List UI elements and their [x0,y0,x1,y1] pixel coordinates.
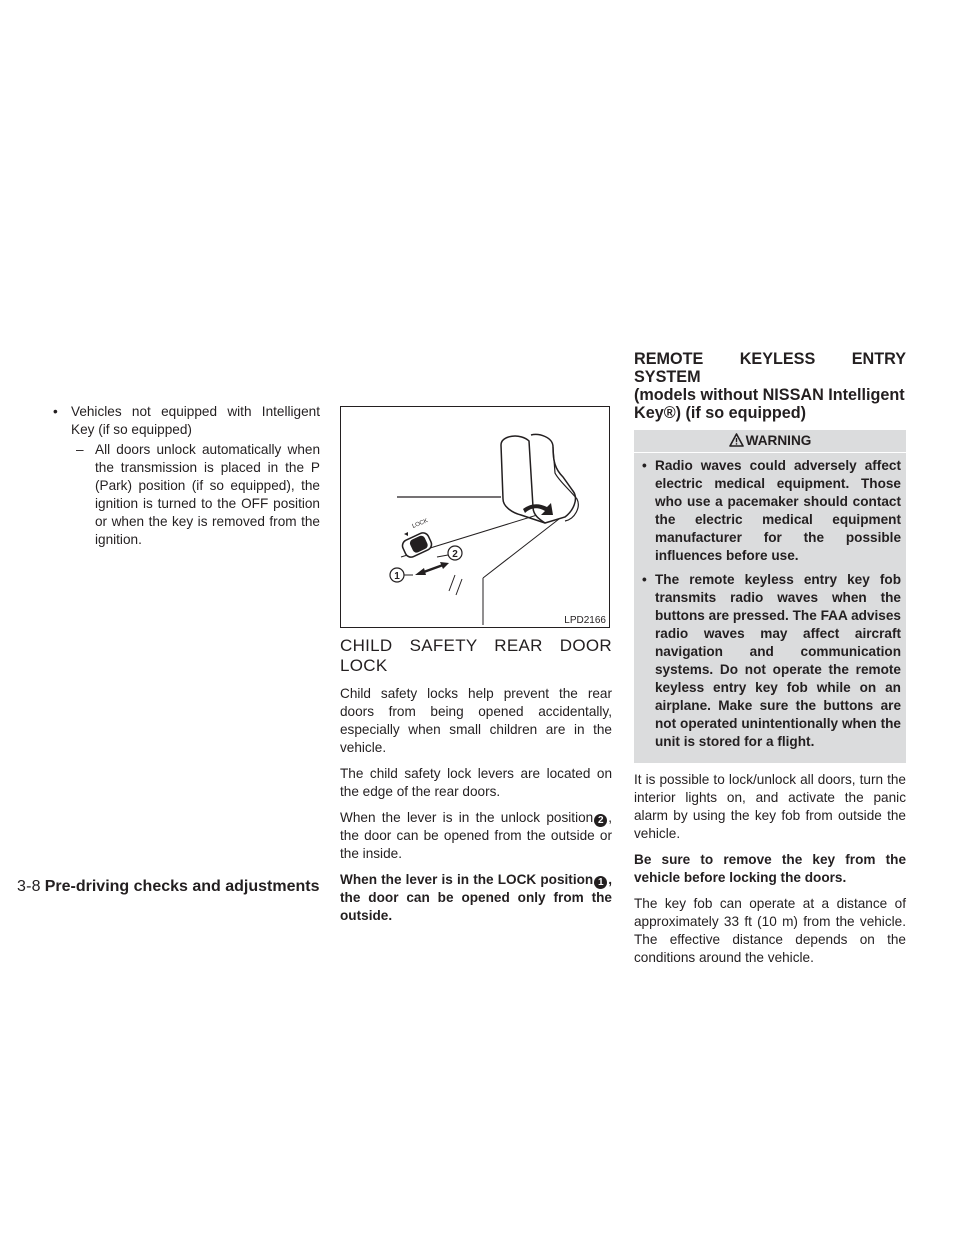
dash-marker: – [76,442,84,457]
child-lock-illustration [340,406,610,628]
paragraph-bold: Be sure to remove the key from the vehicle before locking the doors. [634,852,906,885]
paragraph-bold [340,871,612,925]
list-item [50,403,320,439]
paragraph: It is possible to lock/unlock all doors, turn the interior lights on, and activate the panic alarm by using the key fob from outside the vehicle. [634,772,906,841]
warning-triangle-icon [729,433,744,447]
callout-2-leader [437,555,448,557]
heading-line: (models without NISSAN Intelligent [634,386,905,404]
column-left [50,403,320,549]
callout-2: 2 [452,549,458,560]
warning-item [639,457,901,565]
text-span: When the lever is in the unlock position [340,810,594,825]
bullet-marker: • [642,458,647,473]
sub-list-item-text: All doors unlock automatically when the transmission is placed in the P (Park) position (if so equipped), the ignition is turned to the OFF position or when the key is removed from the ignition. [95,442,320,547]
warning-header [634,430,906,453]
hatch-line [456,579,462,595]
figure-code: LPD2166 [564,615,606,626]
paragraph [340,809,612,863]
callout-2-ref: 2 [594,814,607,827]
lock-indicator-icon [404,532,408,536]
section-name: Pre-driving checks and adjustments [44,878,320,895]
arrow-head-left [415,568,426,575]
bullet-marker: • [53,404,58,419]
warning-text: Radio waves could adversely affect electric medical equipment. Those who use a pacemaker should contact the electric medical equipment manufacturer for the possible influences before use. [655,458,901,563]
section-heading-child-lock: CHILD SAFETY REAR DOOR LOCK [340,636,612,675]
paragraph: The child safety lock levers are located on the edge of the rear doors. [340,766,612,799]
warning-box [634,430,906,763]
page-footer [17,877,319,897]
bullet-marker: • [642,572,647,587]
heading-line: REMOTE KEYLESS ENTRY SYSTEM [634,350,906,386]
column-middle [340,636,612,933]
heading-line: Key®) (if so equipped) [634,404,807,422]
warning-text: The remote keyless entry key fob transmits radio waves when the buttons are pressed. The FAA advises radio waves may affect aircraft navigation and communication systems. Do not operate the remote keyless entry key fob while on an airplane. Make sure the buttons are not operated unintentionally when the unit is stored for a flight. [655,572,901,749]
paragraph: Child safety locks help prevent the rear doors from being opened accidentally, especially when small children are in the vehicle. [340,686,612,755]
door-outline [501,435,575,524]
text-span: When the lever is in the LOCK position [340,872,594,887]
page-number: 3-8 [17,878,41,895]
door-lock-drawing [341,407,609,627]
warning-item [639,571,901,751]
callout-1-ref: 1 [594,876,607,889]
section-heading-remote-keyless [634,350,906,422]
list-item-text: Vehicles not equipped with Intelligent Key (if so equipped) [71,404,320,437]
paragraph: The key fob can operate at a distance of approximately 33 ft (10 m) from the vehicle. The effective distance depends on the conditions around the vehicle. [634,896,906,965]
column-right [634,350,906,975]
text-span: , the door can be opened only from the outside. [340,872,612,923]
lock-lever [401,531,434,559]
text-span: , the door can be opened from the outside or the inside. [340,810,612,861]
sub-list-item [50,441,320,549]
lock-label: LOCK [411,518,429,530]
hatch-line [449,575,455,591]
callout-1: 1 [394,571,400,582]
warning-label: WARNING [745,433,812,448]
